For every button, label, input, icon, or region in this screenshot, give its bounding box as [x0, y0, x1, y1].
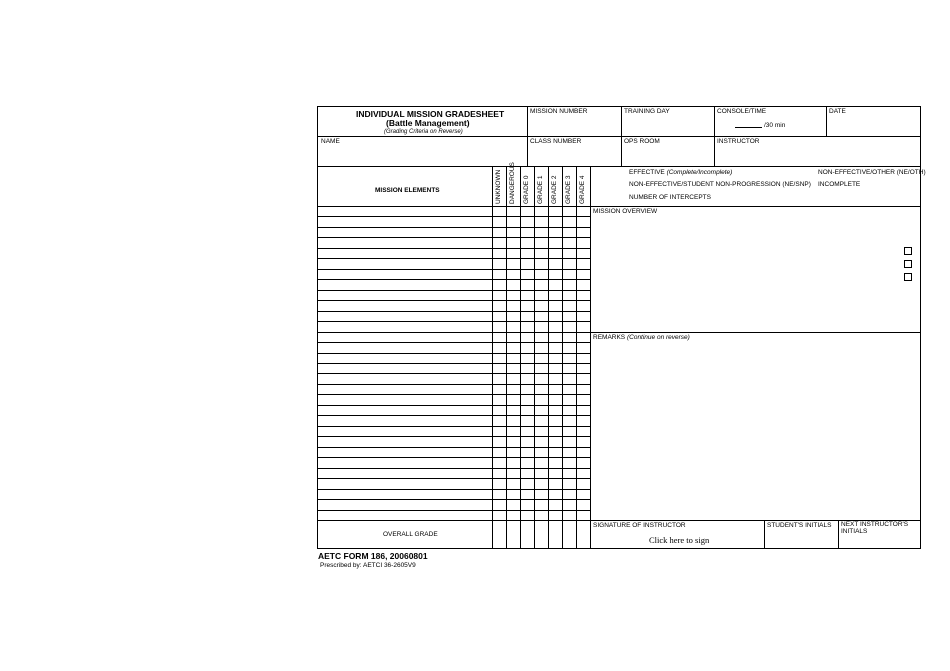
effective-checkbox[interactable] [904, 247, 912, 255]
mission-elements-label: MISSION ELEMENTS [375, 187, 440, 194]
date-label: DATE [829, 108, 846, 115]
grade-dangerous: DANGEROUS [509, 162, 516, 204]
mission-overview-field[interactable] [591, 217, 901, 331]
grade-unknown: UNKNOWN [495, 169, 502, 204]
mission-element-row[interactable] [318, 436, 590, 437]
col-divider [520, 166, 521, 549]
mission-element-row[interactable] [318, 415, 590, 416]
mission-element-row[interactable] [318, 510, 590, 511]
ops-room-label: OPS ROOM [624, 138, 660, 145]
ne-snp-label: NON-EFFECTIVE/STUDENT NON-PROGRESSION (NE/SNP) [629, 181, 811, 188]
col-divider [506, 166, 507, 549]
col-divider [838, 520, 839, 549]
overall-grade-label: OVERALL GRADE [383, 531, 438, 538]
grade-0: GRADE 0 [523, 175, 530, 204]
click-to-sign-button[interactable]: Click here to sign [649, 535, 710, 545]
remarks-field[interactable] [591, 343, 919, 519]
intercepts-label: NUMBER OF INTERCEPTS [629, 194, 711, 201]
row-divider [590, 332, 920, 333]
mission-element-row[interactable] [318, 321, 590, 322]
ne-oth-label: NON-EFFECTIVE/OTHER (NE/OTH) [818, 169, 926, 176]
console-time-input[interactable] [735, 127, 762, 128]
mission-element-row[interactable] [318, 269, 590, 270]
next-instructor-initials-label: NEXT INSTRUCTOR'S [841, 521, 909, 528]
col-divider [527, 107, 528, 167]
mission-element-row[interactable] [318, 353, 590, 354]
col-divider [576, 166, 577, 549]
mission-element-row[interactable] [318, 478, 590, 479]
col-divider [764, 520, 765, 549]
form-title: INDIVIDUAL MISSION GRADESHEET [356, 109, 505, 119]
mission-element-row[interactable] [318, 300, 590, 301]
ne-snp-checkbox[interactable] [904, 260, 912, 268]
mission-element-row[interactable] [318, 227, 590, 228]
console-time-unit: /30 min [764, 122, 786, 129]
instructor-signature-label: SIGNATURE OF INSTRUCTOR [593, 522, 686, 529]
col-divider [714, 107, 715, 167]
mission-element-row[interactable] [318, 457, 590, 458]
col-divider [492, 166, 493, 549]
col-divider [621, 107, 622, 167]
row-divider [318, 206, 920, 207]
mission-element-row[interactable] [318, 405, 590, 406]
incomplete-label: INCOMPLETE [818, 181, 861, 188]
form-subtitle: (Battle Management) [386, 118, 470, 128]
mission-element-row[interactable] [318, 237, 590, 238]
col-divider [826, 107, 827, 137]
mission-element-row[interactable] [318, 468, 590, 469]
mission-element-row[interactable] [318, 290, 590, 291]
remarks-label: REMARKS (Continue on reverse) [593, 334, 690, 341]
mission-element-row[interactable] [318, 258, 590, 259]
mission-element-row[interactable] [318, 279, 590, 280]
intercepts-checkbox[interactable] [904, 273, 912, 281]
training-day-label: TRAINING DAY [624, 108, 670, 115]
mission-element-row[interactable] [318, 489, 590, 490]
mission-element-row[interactable] [318, 447, 590, 448]
mission-element-row[interactable] [318, 342, 590, 343]
mission-number-label: MISSION NUMBER [530, 108, 588, 115]
form-note: (Grading Criteria on Reverse) [384, 129, 463, 135]
console-time-label: CONSOLE/TIME [717, 108, 767, 115]
grade-2: GRADE 2 [551, 175, 558, 204]
form-id: AETC FORM 186, 20060801 [318, 551, 428, 561]
mission-element-row[interactable] [318, 248, 590, 249]
col-divider [548, 166, 549, 549]
class-number-label: CLASS NUMBER [530, 138, 582, 145]
grade-1: GRADE 1 [537, 175, 544, 204]
effective-label: EFFECTIVE (Complete/Incomplete) [629, 169, 733, 176]
row-divider [318, 166, 920, 167]
mission-element-row[interactable] [318, 216, 590, 217]
row-divider [318, 136, 920, 137]
mission-element-row[interactable] [318, 311, 590, 312]
mission-element-row [318, 520, 590, 521]
mission-element-row[interactable] [318, 363, 590, 364]
grade-3: GRADE 3 [565, 175, 572, 204]
gradesheet-form [317, 106, 926, 549]
student-initials-label: STUDENT'S INITIALS [767, 522, 832, 529]
mission-element-row[interactable] [318, 373, 590, 374]
mission-element-row[interactable] [318, 426, 590, 427]
mission-element-row[interactable] [318, 384, 590, 385]
mission-element-row[interactable] [318, 332, 590, 333]
mission-element-row[interactable] [318, 499, 590, 500]
prescribed-by: Prescribed by: AETCI 36-2605V9 [320, 562, 416, 569]
mission-overview-label: MISSION OVERVIEW [593, 208, 658, 215]
col-divider [534, 166, 535, 549]
instructor-label: INSTRUCTOR [717, 138, 760, 145]
mission-element-row[interactable] [318, 394, 590, 395]
name-label: NAME [321, 138, 340, 145]
grade-4: GRADE 4 [579, 175, 586, 204]
col-divider [562, 166, 563, 549]
next-instructor-initials-label-2: INITIALS [841, 528, 868, 535]
